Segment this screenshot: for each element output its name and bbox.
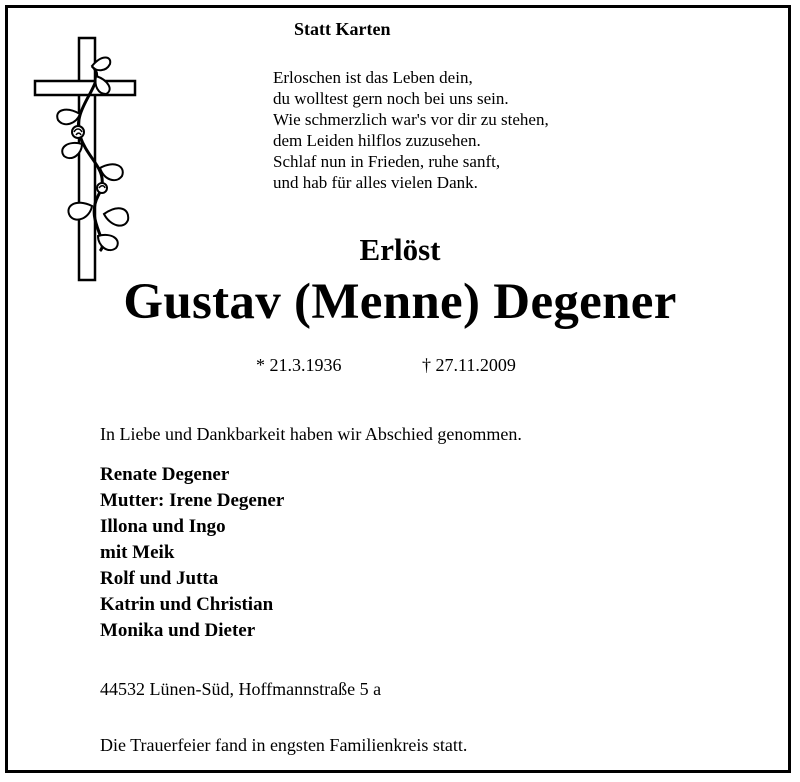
mourner-name: Renate Degener <box>100 464 230 485</box>
deceased-name: Gustav (Menne) Degener <box>123 274 677 330</box>
mourner-name: mit Meik <box>100 542 175 563</box>
poem-line: Wie schmerzlich war's vor dir zu stehen, <box>273 110 549 129</box>
farewell-statement: In Liebe und Dankbarkeit haben wir Abschied genommen. <box>100 424 522 444</box>
header-statt-karten: Statt Karten <box>294 19 391 39</box>
poem-line: Schlaf nun in Frieden, ruhe sanft, <box>273 152 501 171</box>
mourner-name: Mutter: Irene Degener <box>100 490 285 511</box>
poem-line: Erloschen ist das Leben dein, <box>273 68 473 87</box>
mourner-name: Illona und Ingo <box>100 516 226 537</box>
funeral-note: Die Trauerfeier fand in engsten Familienkreis statt. <box>100 735 468 755</box>
birth-date: * 21.3.1936 <box>256 355 342 375</box>
death-date: † 27.11.2009 <box>422 355 516 375</box>
poem-line: du wolltest gern noch bei uns sein. <box>273 89 509 108</box>
mourner-name: Katrin und Christian <box>100 594 274 615</box>
poem-line: dem Leiden hilflos zuzusehen. <box>273 131 481 150</box>
mourner-name: Rolf und Jutta <box>100 568 219 589</box>
mourner-name: Monika und Dieter <box>100 620 256 641</box>
poem-line: und hab für alles vielen Dank. <box>273 173 478 192</box>
address: 44532 Lünen-Süd, Hoffmannstraße 5 a <box>100 679 382 699</box>
intro-word: Erlöst <box>359 232 441 267</box>
mourners-list <box>100 462 284 644</box>
poem <box>273 67 549 193</box>
